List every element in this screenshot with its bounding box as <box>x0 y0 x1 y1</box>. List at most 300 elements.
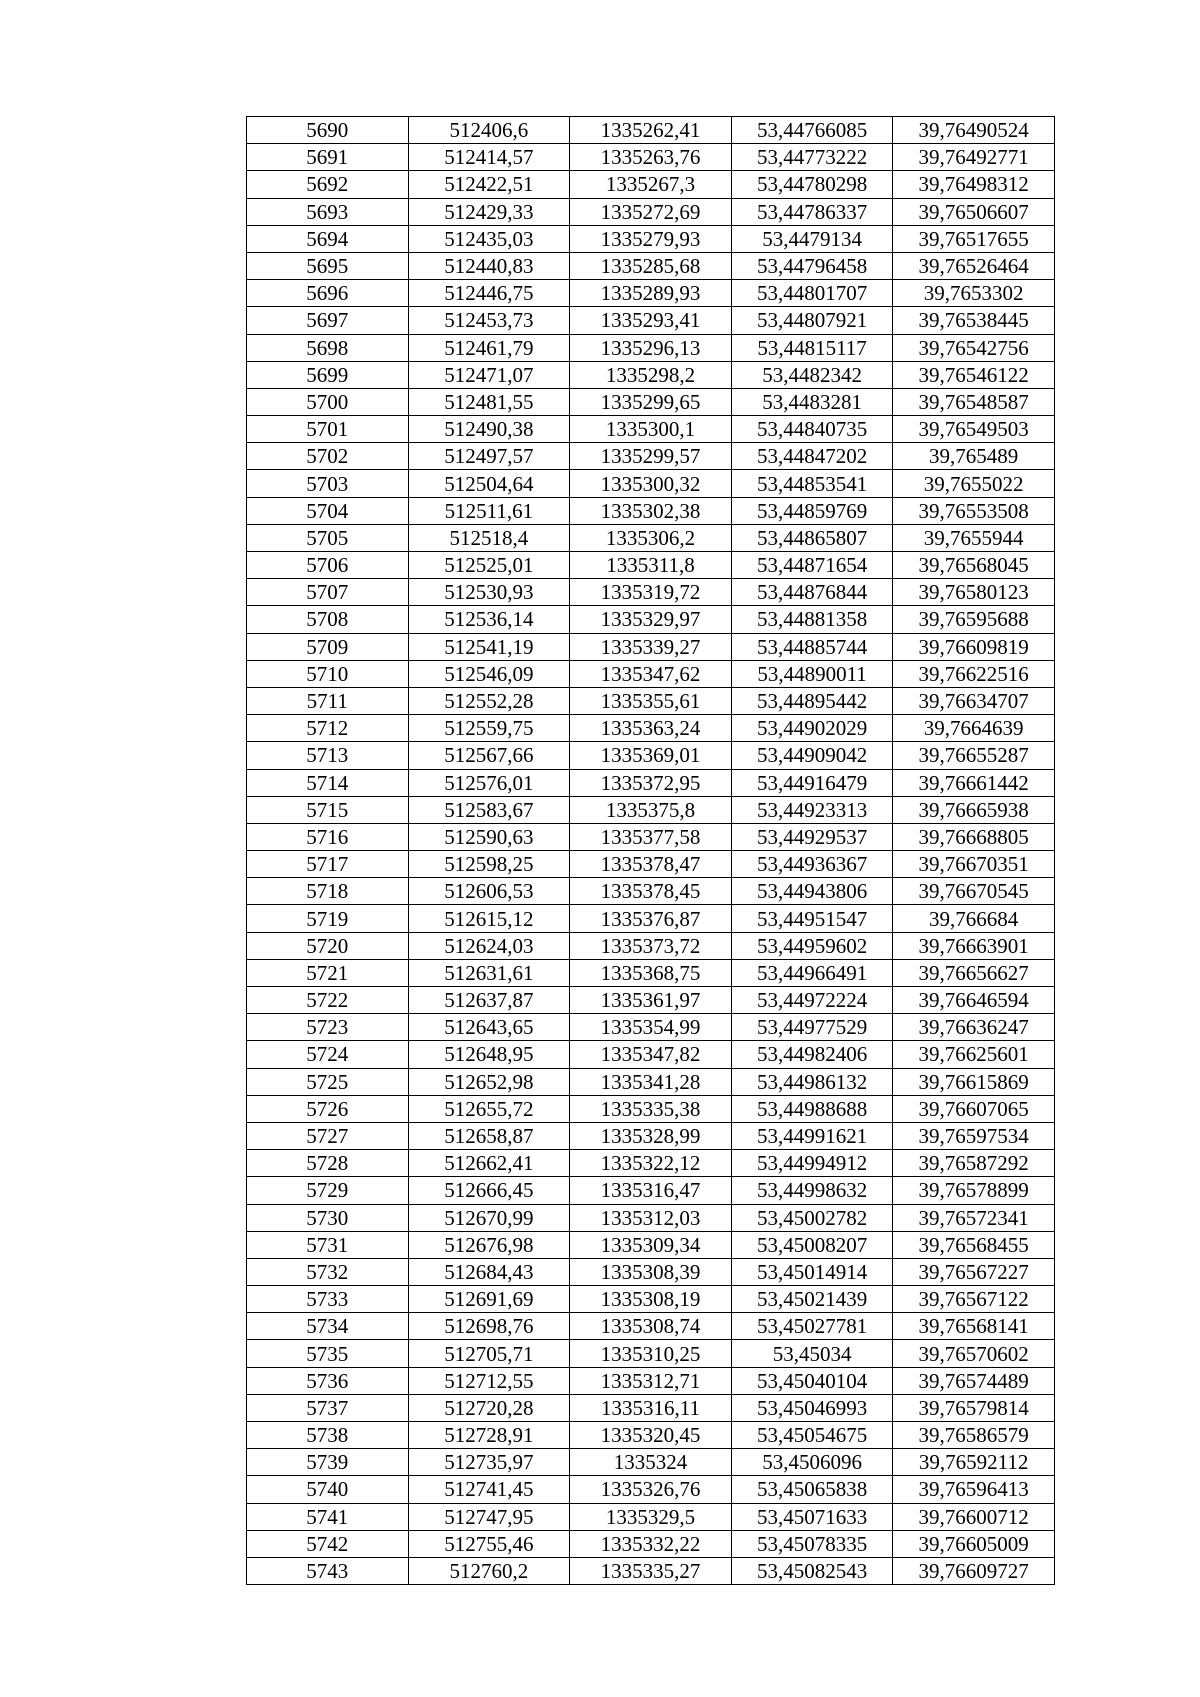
point-number-cell: 5741 <box>247 1503 409 1530</box>
longitude-cell: 39,76636247 <box>893 1014 1055 1041</box>
x-coordinate-cell: 512598,25 <box>408 851 570 878</box>
point-number-cell: 5705 <box>247 524 409 551</box>
x-coordinate-cell: 512606,53 <box>408 878 570 905</box>
latitude-cell: 53,45082543 <box>731 1557 893 1584</box>
point-number-cell: 5708 <box>247 606 409 633</box>
coordinates-table-body <box>247 117 1055 1585</box>
x-coordinate-cell: 512720,28 <box>408 1394 570 1421</box>
latitude-cell: 53,44994912 <box>731 1150 893 1177</box>
y-coordinate-cell: 1335376,87 <box>570 905 732 932</box>
point-number-cell: 5731 <box>247 1231 409 1258</box>
longitude-cell: 39,76498312 <box>893 171 1055 198</box>
point-number-cell: 5722 <box>247 987 409 1014</box>
table-row <box>247 416 1055 443</box>
longitude-cell: 39,76579814 <box>893 1394 1055 1421</box>
latitude-cell: 53,44929537 <box>731 823 893 850</box>
y-coordinate-cell: 1335328,99 <box>570 1122 732 1149</box>
latitude-cell: 53,4483281 <box>731 388 893 415</box>
table-row <box>247 715 1055 742</box>
x-coordinate-cell: 512760,2 <box>408 1557 570 1584</box>
longitude-cell: 39,76670545 <box>893 878 1055 905</box>
longitude-cell: 39,76517655 <box>893 225 1055 252</box>
y-coordinate-cell: 1335363,24 <box>570 715 732 742</box>
longitude-cell: 39,76546122 <box>893 361 1055 388</box>
y-coordinate-cell: 1335347,62 <box>570 660 732 687</box>
latitude-cell: 53,44780298 <box>731 171 893 198</box>
point-number-cell: 5736 <box>247 1367 409 1394</box>
latitude-cell: 53,45008207 <box>731 1231 893 1258</box>
table-row <box>247 796 1055 823</box>
table-row <box>247 1041 1055 1068</box>
y-coordinate-cell: 1335372,95 <box>570 769 732 796</box>
y-coordinate-cell: 1335369,01 <box>570 742 732 769</box>
y-coordinate-cell: 1335310,25 <box>570 1340 732 1367</box>
latitude-cell: 53,45046993 <box>731 1394 893 1421</box>
longitude-cell: 39,76538445 <box>893 307 1055 334</box>
y-coordinate-cell: 1335289,93 <box>570 280 732 307</box>
longitude-cell: 39,76526464 <box>893 252 1055 279</box>
y-coordinate-cell: 1335312,03 <box>570 1204 732 1231</box>
y-coordinate-cell: 1335308,74 <box>570 1313 732 1340</box>
table-row <box>247 1068 1055 1095</box>
longitude-cell: 39,76567122 <box>893 1286 1055 1313</box>
table-row <box>247 1286 1055 1313</box>
latitude-cell: 53,44895442 <box>731 687 893 714</box>
table-row <box>247 171 1055 198</box>
x-coordinate-cell: 512615,12 <box>408 905 570 932</box>
longitude-cell: 39,76580123 <box>893 579 1055 606</box>
point-number-cell: 5710 <box>247 660 409 687</box>
x-coordinate-cell: 512684,43 <box>408 1258 570 1285</box>
table-row <box>247 361 1055 388</box>
latitude-cell: 53,44766085 <box>731 117 893 144</box>
y-coordinate-cell: 1335377,58 <box>570 823 732 850</box>
longitude-cell: 39,76578899 <box>893 1177 1055 1204</box>
longitude-cell: 39,76600712 <box>893 1503 1055 1530</box>
latitude-cell: 53,44890011 <box>731 660 893 687</box>
longitude-cell: 39,76506607 <box>893 198 1055 225</box>
x-coordinate-cell: 512583,67 <box>408 796 570 823</box>
table-row <box>247 470 1055 497</box>
y-coordinate-cell: 1335339,27 <box>570 633 732 660</box>
latitude-cell: 53,4506096 <box>731 1449 893 1476</box>
point-number-cell: 5735 <box>247 1340 409 1367</box>
x-coordinate-cell: 512461,79 <box>408 334 570 361</box>
longitude-cell: 39,76609727 <box>893 1557 1055 1584</box>
x-coordinate-cell: 512670,99 <box>408 1204 570 1231</box>
latitude-cell: 53,44982406 <box>731 1041 893 1068</box>
y-coordinate-cell: 1335354,99 <box>570 1014 732 1041</box>
point-number-cell: 5733 <box>247 1286 409 1313</box>
table-row <box>247 1313 1055 1340</box>
table-row <box>247 524 1055 551</box>
longitude-cell: 39,76568045 <box>893 552 1055 579</box>
latitude-cell: 53,44923313 <box>731 796 893 823</box>
longitude-cell: 39,76668805 <box>893 823 1055 850</box>
y-coordinate-cell: 1335324 <box>570 1449 732 1476</box>
table-row <box>247 144 1055 171</box>
point-number-cell: 5701 <box>247 416 409 443</box>
y-coordinate-cell: 1335322,12 <box>570 1150 732 1177</box>
latitude-cell: 53,44959602 <box>731 932 893 959</box>
point-number-cell: 5734 <box>247 1313 409 1340</box>
longitude-cell: 39,76634707 <box>893 687 1055 714</box>
table-row <box>247 388 1055 415</box>
point-number-cell: 5724 <box>247 1041 409 1068</box>
point-number-cell: 5739 <box>247 1449 409 1476</box>
point-number-cell: 5740 <box>247 1476 409 1503</box>
table-row <box>247 307 1055 334</box>
longitude-cell: 39,76542756 <box>893 334 1055 361</box>
y-coordinate-cell: 1335361,97 <box>570 987 732 1014</box>
x-coordinate-cell: 512497,57 <box>408 443 570 470</box>
longitude-cell: 39,766684 <box>893 905 1055 932</box>
point-number-cell: 5692 <box>247 171 409 198</box>
latitude-cell: 53,45027781 <box>731 1313 893 1340</box>
latitude-cell: 53,44991621 <box>731 1122 893 1149</box>
y-coordinate-cell: 1335335,38 <box>570 1095 732 1122</box>
table-row <box>247 1530 1055 1557</box>
x-coordinate-cell: 512662,41 <box>408 1150 570 1177</box>
longitude-cell: 39,76567227 <box>893 1258 1055 1285</box>
y-coordinate-cell: 1335373,72 <box>570 932 732 959</box>
x-coordinate-cell: 512481,55 <box>408 388 570 415</box>
y-coordinate-cell: 1335298,2 <box>570 361 732 388</box>
longitude-cell: 39,7655944 <box>893 524 1055 551</box>
table-row <box>247 823 1055 850</box>
longitude-cell: 39,76568141 <box>893 1313 1055 1340</box>
x-coordinate-cell: 512648,95 <box>408 1041 570 1068</box>
y-coordinate-cell: 1335262,41 <box>570 117 732 144</box>
table-row <box>247 497 1055 524</box>
latitude-cell: 53,44885744 <box>731 633 893 660</box>
x-coordinate-cell: 512631,61 <box>408 959 570 986</box>
longitude-cell: 39,7655022 <box>893 470 1055 497</box>
longitude-cell: 39,76568455 <box>893 1231 1055 1258</box>
latitude-cell: 53,44876844 <box>731 579 893 606</box>
longitude-cell: 39,76670351 <box>893 851 1055 878</box>
y-coordinate-cell: 1335308,19 <box>570 1286 732 1313</box>
point-number-cell: 5691 <box>247 144 409 171</box>
y-coordinate-cell: 1335335,27 <box>570 1557 732 1584</box>
table-row <box>247 1340 1055 1367</box>
table-row <box>247 851 1055 878</box>
x-coordinate-cell: 512511,61 <box>408 497 570 524</box>
latitude-cell: 53,44865807 <box>731 524 893 551</box>
point-number-cell: 5716 <box>247 823 409 850</box>
point-number-cell: 5697 <box>247 307 409 334</box>
latitude-cell: 53,44847202 <box>731 443 893 470</box>
latitude-cell: 53,45021439 <box>731 1286 893 1313</box>
y-coordinate-cell: 1335326,76 <box>570 1476 732 1503</box>
x-coordinate-cell: 512504,64 <box>408 470 570 497</box>
y-coordinate-cell: 1335332,22 <box>570 1530 732 1557</box>
y-coordinate-cell: 1335299,57 <box>570 443 732 470</box>
point-number-cell: 5725 <box>247 1068 409 1095</box>
latitude-cell: 53,44853541 <box>731 470 893 497</box>
x-coordinate-cell: 512414,57 <box>408 144 570 171</box>
y-coordinate-cell: 1335341,28 <box>570 1068 732 1095</box>
table-row <box>247 1204 1055 1231</box>
table-row <box>247 1422 1055 1449</box>
x-coordinate-cell: 512676,98 <box>408 1231 570 1258</box>
table-row <box>247 1122 1055 1149</box>
point-number-cell: 5698 <box>247 334 409 361</box>
table-row <box>247 932 1055 959</box>
x-coordinate-cell: 512698,76 <box>408 1313 570 1340</box>
point-number-cell: 5743 <box>247 1557 409 1584</box>
x-coordinate-cell: 512755,46 <box>408 1530 570 1557</box>
latitude-cell: 53,45034 <box>731 1340 893 1367</box>
table-row <box>247 1557 1055 1584</box>
table-row <box>247 1258 1055 1285</box>
table-row <box>247 606 1055 633</box>
x-coordinate-cell: 512453,73 <box>408 307 570 334</box>
point-number-cell: 5700 <box>247 388 409 415</box>
longitude-cell: 39,76574489 <box>893 1367 1055 1394</box>
point-number-cell: 5704 <box>247 497 409 524</box>
x-coordinate-cell: 512590,63 <box>408 823 570 850</box>
x-coordinate-cell: 512691,69 <box>408 1286 570 1313</box>
table-row <box>247 280 1055 307</box>
y-coordinate-cell: 1335296,13 <box>570 334 732 361</box>
latitude-cell: 53,44859769 <box>731 497 893 524</box>
y-coordinate-cell: 1335267,3 <box>570 171 732 198</box>
longitude-cell: 39,7653302 <box>893 280 1055 307</box>
x-coordinate-cell: 512637,87 <box>408 987 570 1014</box>
point-number-cell: 5712 <box>247 715 409 742</box>
point-number-cell: 5718 <box>247 878 409 905</box>
latitude-cell: 53,44786337 <box>731 198 893 225</box>
table-row <box>247 252 1055 279</box>
point-number-cell: 5714 <box>247 769 409 796</box>
table-row <box>247 1014 1055 1041</box>
point-number-cell: 5737 <box>247 1394 409 1421</box>
latitude-cell: 53,44796458 <box>731 252 893 279</box>
point-number-cell: 5727 <box>247 1122 409 1149</box>
point-number-cell: 5730 <box>247 1204 409 1231</box>
latitude-cell: 53,45078335 <box>731 1530 893 1557</box>
latitude-cell: 53,44871654 <box>731 552 893 579</box>
point-number-cell: 5694 <box>247 225 409 252</box>
latitude-cell: 53,45071633 <box>731 1503 893 1530</box>
latitude-cell: 53,45040104 <box>731 1367 893 1394</box>
y-coordinate-cell: 1335302,38 <box>570 497 732 524</box>
longitude-cell: 39,76656627 <box>893 959 1055 986</box>
point-number-cell: 5690 <box>247 117 409 144</box>
x-coordinate-cell: 512471,07 <box>408 361 570 388</box>
y-coordinate-cell: 1335329,5 <box>570 1503 732 1530</box>
x-coordinate-cell: 512624,03 <box>408 932 570 959</box>
point-number-cell: 5707 <box>247 579 409 606</box>
point-number-cell: 5699 <box>247 361 409 388</box>
table-row <box>247 987 1055 1014</box>
x-coordinate-cell: 512735,97 <box>408 1449 570 1476</box>
y-coordinate-cell: 1335319,72 <box>570 579 732 606</box>
x-coordinate-cell: 512440,83 <box>408 252 570 279</box>
latitude-cell: 53,44902029 <box>731 715 893 742</box>
point-number-cell: 5711 <box>247 687 409 714</box>
point-number-cell: 5732 <box>247 1258 409 1285</box>
y-coordinate-cell: 1335285,68 <box>570 252 732 279</box>
point-number-cell: 5721 <box>247 959 409 986</box>
longitude-cell: 39,76622516 <box>893 660 1055 687</box>
latitude-cell: 53,44815117 <box>731 334 893 361</box>
longitude-cell: 39,76553508 <box>893 497 1055 524</box>
y-coordinate-cell: 1335347,82 <box>570 1041 732 1068</box>
point-number-cell: 5693 <box>247 198 409 225</box>
y-coordinate-cell: 1335311,8 <box>570 552 732 579</box>
point-number-cell: 5729 <box>247 1177 409 1204</box>
table-row <box>247 1150 1055 1177</box>
latitude-cell: 53,44801707 <box>731 280 893 307</box>
x-coordinate-cell: 512446,75 <box>408 280 570 307</box>
x-coordinate-cell: 512741,45 <box>408 1476 570 1503</box>
table-row <box>247 1367 1055 1394</box>
latitude-cell: 53,44966491 <box>731 959 893 986</box>
point-number-cell: 5726 <box>247 1095 409 1122</box>
longitude-cell: 39,76615869 <box>893 1068 1055 1095</box>
table-row <box>247 660 1055 687</box>
y-coordinate-cell: 1335316,47 <box>570 1177 732 1204</box>
longitude-cell: 39,76607065 <box>893 1095 1055 1122</box>
y-coordinate-cell: 1335320,45 <box>570 1422 732 1449</box>
latitude-cell: 53,44977529 <box>731 1014 893 1041</box>
longitude-cell: 39,76548587 <box>893 388 1055 415</box>
y-coordinate-cell: 1335299,65 <box>570 388 732 415</box>
y-coordinate-cell: 1335279,93 <box>570 225 732 252</box>
table-row <box>247 579 1055 606</box>
x-coordinate-cell: 512658,87 <box>408 1122 570 1149</box>
y-coordinate-cell: 1335300,32 <box>570 470 732 497</box>
table-row <box>247 769 1055 796</box>
longitude-cell: 39,76609819 <box>893 633 1055 660</box>
x-coordinate-cell: 512435,03 <box>408 225 570 252</box>
x-coordinate-cell: 512546,09 <box>408 660 570 687</box>
point-number-cell: 5728 <box>247 1150 409 1177</box>
longitude-cell: 39,76663901 <box>893 932 1055 959</box>
x-coordinate-cell: 512406,6 <box>408 117 570 144</box>
y-coordinate-cell: 1335309,34 <box>570 1231 732 1258</box>
y-coordinate-cell: 1335300,1 <box>570 416 732 443</box>
latitude-cell: 53,44909042 <box>731 742 893 769</box>
x-coordinate-cell: 512643,65 <box>408 1014 570 1041</box>
longitude-cell: 39,76625601 <box>893 1041 1055 1068</box>
latitude-cell: 53,45014914 <box>731 1258 893 1285</box>
x-coordinate-cell: 512747,95 <box>408 1503 570 1530</box>
x-coordinate-cell: 512429,33 <box>408 198 570 225</box>
point-number-cell: 5715 <box>247 796 409 823</box>
x-coordinate-cell: 512559,75 <box>408 715 570 742</box>
latitude-cell: 53,4482342 <box>731 361 893 388</box>
table-row <box>247 198 1055 225</box>
longitude-cell: 39,7664639 <box>893 715 1055 742</box>
point-number-cell: 5717 <box>247 851 409 878</box>
table-row <box>247 334 1055 361</box>
longitude-cell: 39,76492771 <box>893 144 1055 171</box>
x-coordinate-cell: 512490,38 <box>408 416 570 443</box>
table-row <box>247 959 1055 986</box>
latitude-cell: 53,44936367 <box>731 851 893 878</box>
point-number-cell: 5703 <box>247 470 409 497</box>
table-row <box>247 742 1055 769</box>
point-number-cell: 5713 <box>247 742 409 769</box>
table-row <box>247 633 1055 660</box>
y-coordinate-cell: 1335316,11 <box>570 1394 732 1421</box>
latitude-cell: 53,44986132 <box>731 1068 893 1095</box>
table-row <box>247 1503 1055 1530</box>
table-row <box>247 1394 1055 1421</box>
latitude-cell: 53,45054675 <box>731 1422 893 1449</box>
x-coordinate-cell: 512666,45 <box>408 1177 570 1204</box>
latitude-cell: 53,44773222 <box>731 144 893 171</box>
latitude-cell: 53,44988688 <box>731 1095 893 1122</box>
y-coordinate-cell: 1335306,2 <box>570 524 732 551</box>
x-coordinate-cell: 512712,55 <box>408 1367 570 1394</box>
longitude-cell: 39,76587292 <box>893 1150 1055 1177</box>
y-coordinate-cell: 1335355,61 <box>570 687 732 714</box>
latitude-cell: 53,44998632 <box>731 1177 893 1204</box>
table-row <box>247 1231 1055 1258</box>
x-coordinate-cell: 512567,66 <box>408 742 570 769</box>
x-coordinate-cell: 512541,19 <box>408 633 570 660</box>
point-number-cell: 5723 <box>247 1014 409 1041</box>
point-number-cell: 5738 <box>247 1422 409 1449</box>
point-number-cell: 5709 <box>247 633 409 660</box>
x-coordinate-cell: 512705,71 <box>408 1340 570 1367</box>
latitude-cell: 53,44881358 <box>731 606 893 633</box>
point-number-cell: 5742 <box>247 1530 409 1557</box>
table-row <box>247 1095 1055 1122</box>
y-coordinate-cell: 1335378,45 <box>570 878 732 905</box>
x-coordinate-cell: 512728,91 <box>408 1422 570 1449</box>
latitude-cell: 53,44916479 <box>731 769 893 796</box>
latitude-cell: 53,45002782 <box>731 1204 893 1231</box>
latitude-cell: 53,44943806 <box>731 878 893 905</box>
y-coordinate-cell: 1335293,41 <box>570 307 732 334</box>
x-coordinate-cell: 512422,51 <box>408 171 570 198</box>
latitude-cell: 53,45065838 <box>731 1476 893 1503</box>
x-coordinate-cell: 512536,14 <box>408 606 570 633</box>
latitude-cell: 53,44972224 <box>731 987 893 1014</box>
latitude-cell: 53,44807921 <box>731 307 893 334</box>
coordinates-table <box>246 116 1055 1585</box>
table-row <box>247 443 1055 470</box>
table-row <box>247 878 1055 905</box>
point-number-cell: 5719 <box>247 905 409 932</box>
table-row <box>247 117 1055 144</box>
x-coordinate-cell: 512518,4 <box>408 524 570 551</box>
y-coordinate-cell: 1335312,71 <box>570 1367 732 1394</box>
latitude-cell: 53,44840735 <box>731 416 893 443</box>
x-coordinate-cell: 512552,28 <box>408 687 570 714</box>
y-coordinate-cell: 1335272,69 <box>570 198 732 225</box>
x-coordinate-cell: 512576,01 <box>408 769 570 796</box>
y-coordinate-cell: 1335378,47 <box>570 851 732 878</box>
point-number-cell: 5706 <box>247 552 409 579</box>
longitude-cell: 39,76570602 <box>893 1340 1055 1367</box>
longitude-cell: 39,76665938 <box>893 796 1055 823</box>
table-row <box>247 905 1055 932</box>
x-coordinate-cell: 512530,93 <box>408 579 570 606</box>
longitude-cell: 39,76490524 <box>893 117 1055 144</box>
longitude-cell: 39,76572341 <box>893 1204 1055 1231</box>
x-coordinate-cell: 512652,98 <box>408 1068 570 1095</box>
x-coordinate-cell: 512525,01 <box>408 552 570 579</box>
table-row <box>247 1476 1055 1503</box>
table-row <box>247 225 1055 252</box>
x-coordinate-cell: 512655,72 <box>408 1095 570 1122</box>
